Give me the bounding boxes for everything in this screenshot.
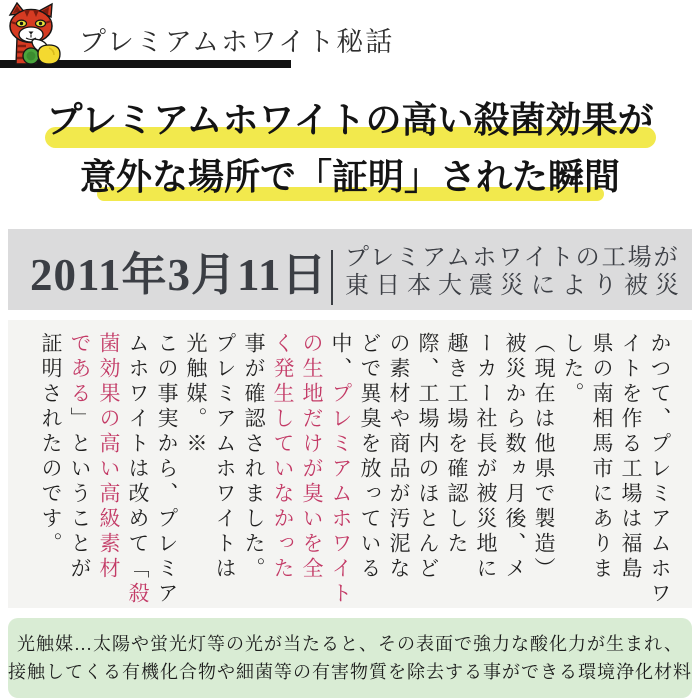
date-caption-line2: 東日本大震災により被災 [345,273,686,299]
date-section [8,229,692,310]
body-text: ーカー社長が被災地に [474,332,498,582]
vertical-divider [331,250,333,305]
body-text: どで異臭を放っている [358,332,382,582]
body-text: かつて、プレミアムホワ [648,332,672,607]
emphasized-text: く発生していなかった [271,332,295,582]
footnote-line2: 接触してくる有機化合物や細菌等の有害物質を除去する事ができる環境浄化材料 [8,662,692,682]
date-caption [345,244,686,300]
body-text: の素材や商品が汚泥な [387,332,411,582]
body-text: イトを作る工場は福島 [619,332,643,582]
headline-line2: 意外な場所で「証明」された瞬間 [79,157,620,197]
body-text: ムホワイトは改めて「 [126,332,150,582]
story-section [8,320,692,608]
body-text: 事が確認されました。 [242,332,266,582]
body-text: 趣き工場を確認した [445,332,469,557]
emphasized-text: 菌効果の高い高級素材 [97,332,121,582]
body-vertical-text [36,332,674,610]
body-text: 光触媒。※ [184,332,208,457]
body-text: した。 [561,332,585,407]
body-text: 県の南相馬市にありま [590,332,614,582]
emphasized-text: 殺 [126,582,150,607]
body-text: （現在は他県で製造） [532,332,556,582]
headline-line1: プレミアムホワイトの高い殺菌効果が [46,100,654,140]
body-text: 中、 [329,332,353,382]
emphasized-text: の生地だけが臭いを全 [300,332,324,582]
body-text: プレミアムホワイトは [213,332,237,582]
emphasized-text: プレミアムホワイト [329,382,353,607]
date-value: 2011年3月11日 [30,250,328,300]
body-text: 被災から数ヵ月後、メ [503,332,527,582]
body-text: この事実から、プレミア [155,332,179,607]
body-text: 」ということが [68,407,92,582]
emphasized-text: である [68,332,92,407]
body-text: 証明されたのです。 [39,332,63,557]
body-text: 際、工場内のほとんど [416,332,440,582]
cat-mascot-icon [4,2,64,68]
date-caption-line1: プレミアムホワイトの工場が [345,245,680,271]
page-title: プレミアムホワイト秘話 [79,27,395,57]
footnote-line1: 光触媒…太陽や蛍光灯等の光が当たると、その表面で強力な酸化力が生まれ、 [16,634,684,654]
footnote-box [8,618,692,698]
